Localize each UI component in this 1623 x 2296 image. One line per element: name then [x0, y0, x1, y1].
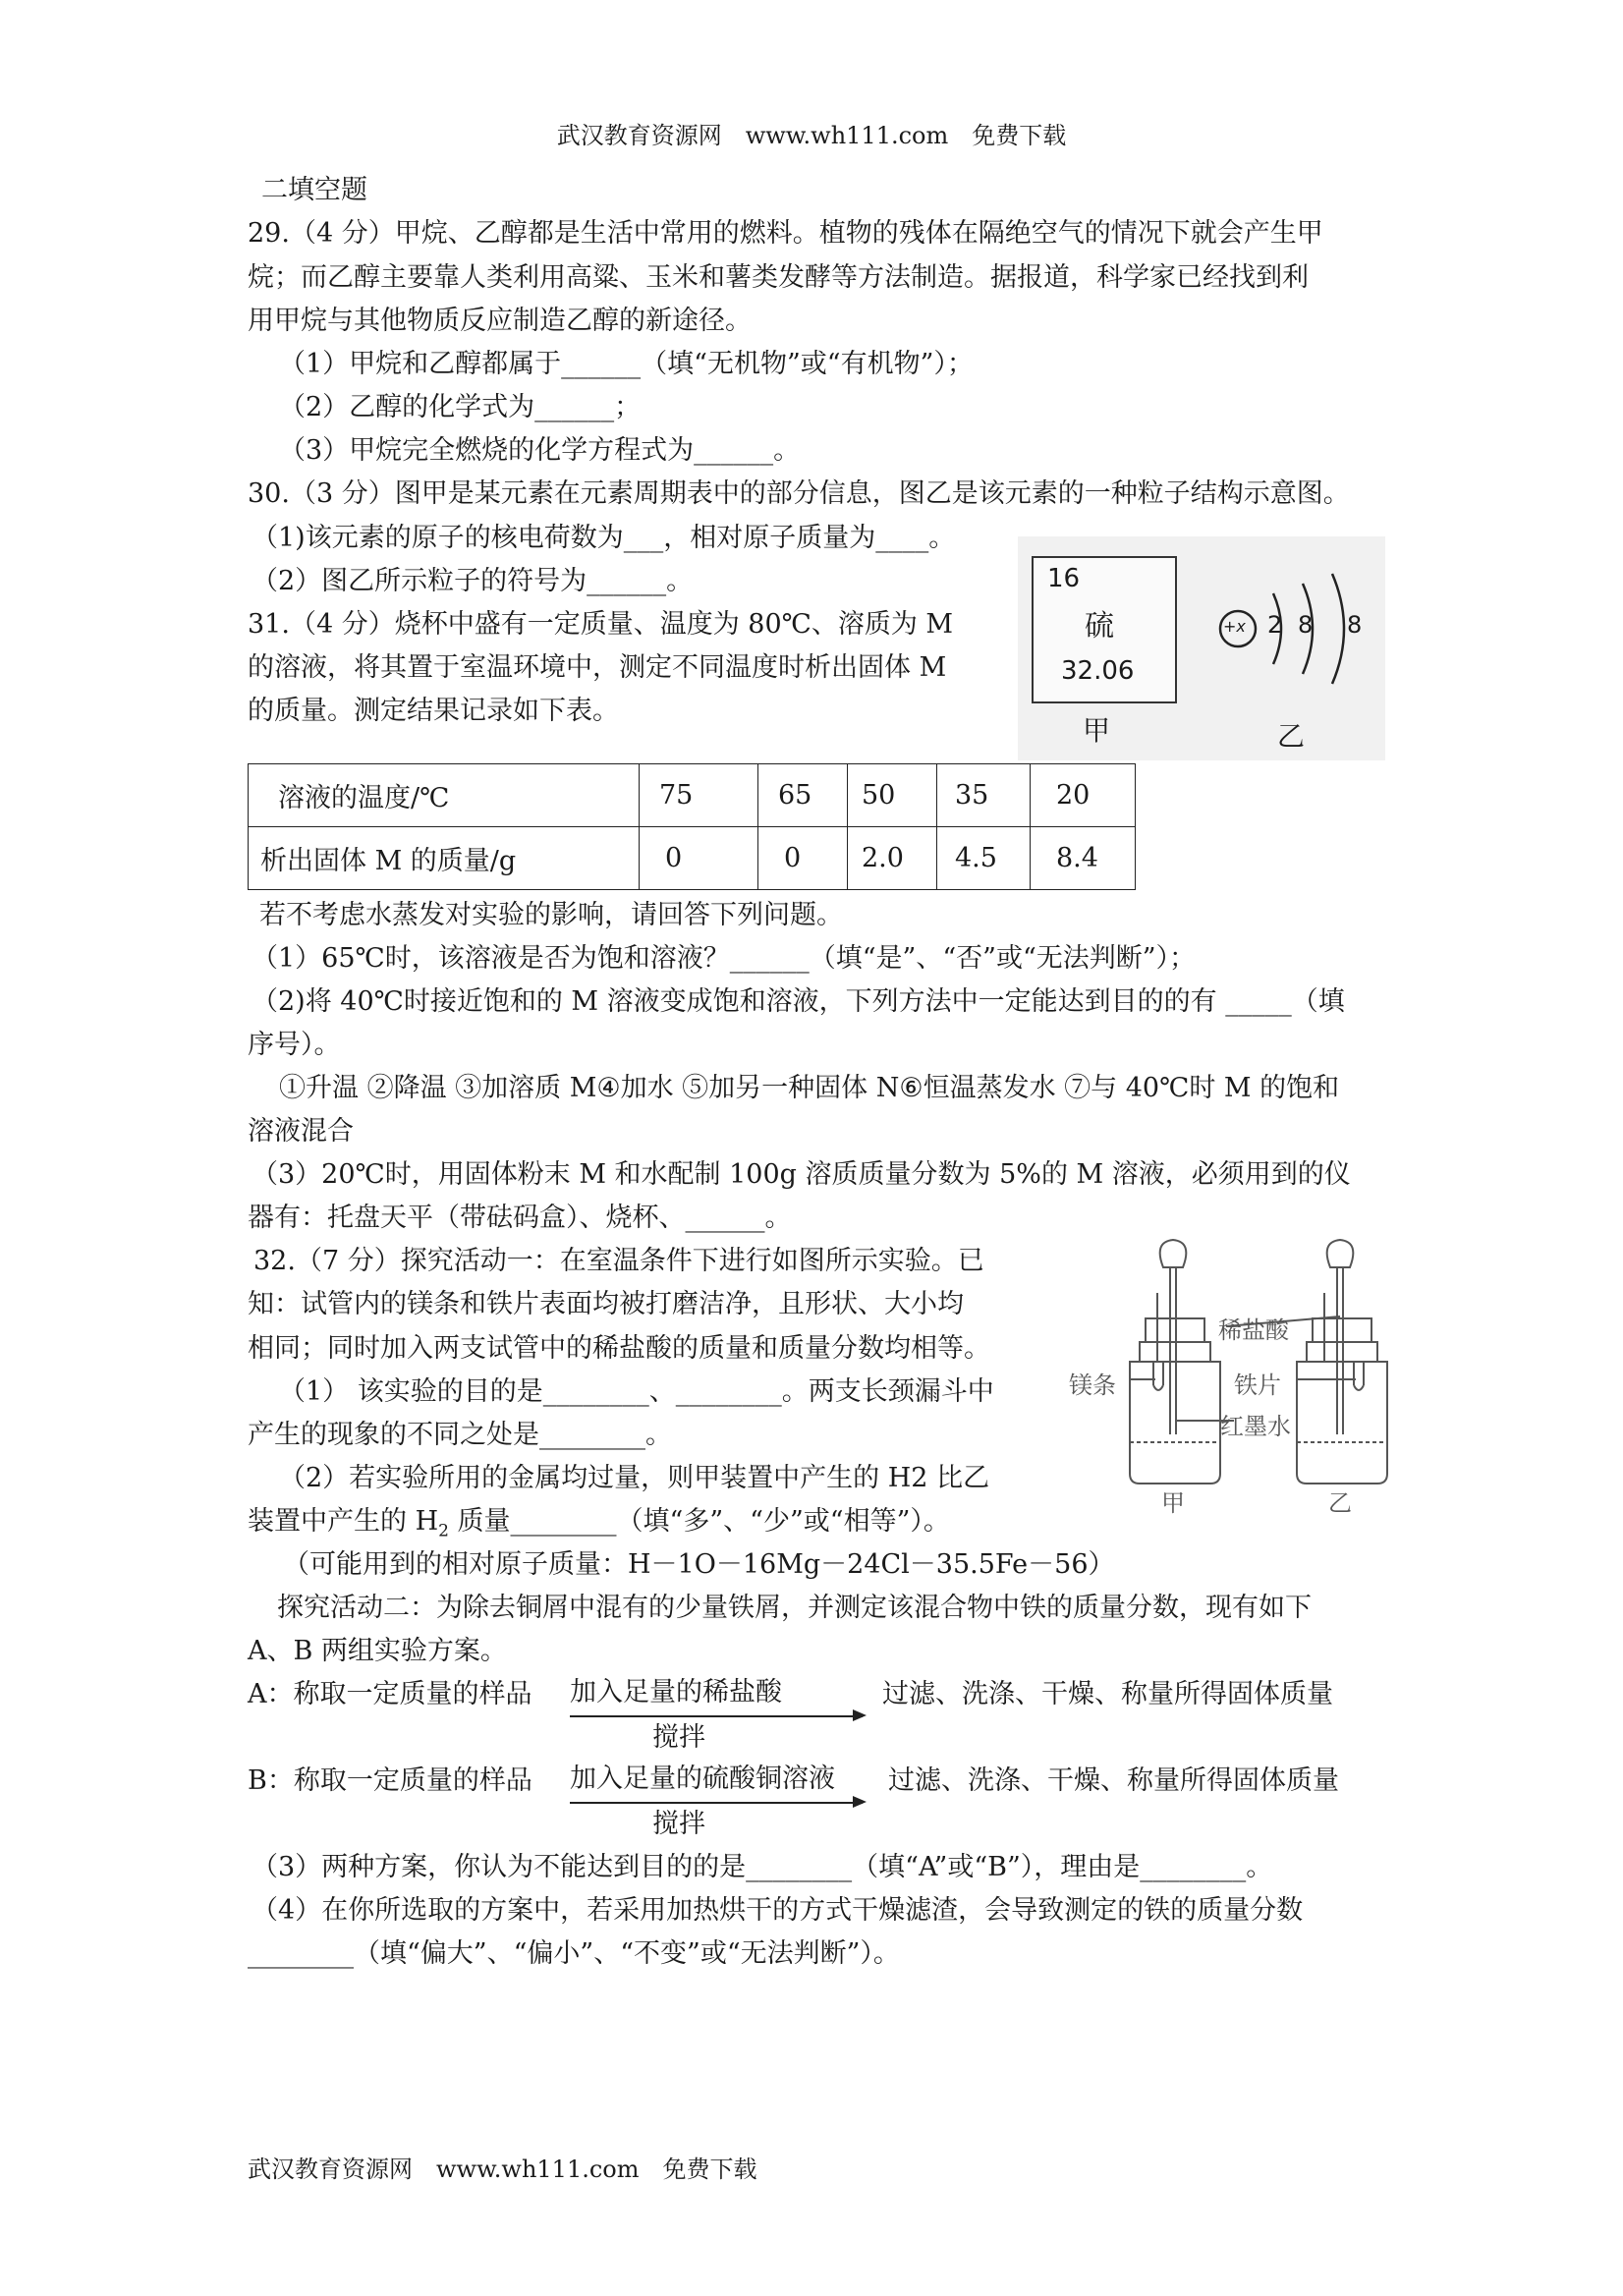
q29-sub-3: （3）甲烷完全燃烧的化学方程式为______。: [279, 435, 801, 466]
shell-1-electrons: 2: [1267, 611, 1283, 639]
periodic-table-cell: [1032, 556, 1177, 703]
q32-sub-2b-pre: 装置中产生的 H: [248, 1506, 439, 1537]
element-figure: [1018, 536, 1385, 760]
plan-a-arrow: [570, 1715, 863, 1717]
table-cell: 2.0: [848, 827, 937, 890]
table-cell: 35: [937, 764, 1031, 827]
plan-b-start: B：称取一定质量的样品: [248, 1765, 532, 1796]
table-cell: 4.5: [937, 827, 1031, 890]
q32-line-3: 相同；同时加入两支试管中的稀盐酸的质量和质量分数均相等。: [248, 1333, 990, 1364]
page-footer: 武汉教育资源网 www.wh111.com 免费下载: [248, 2156, 757, 2183]
element-name: 硫: [1085, 609, 1114, 644]
q32-sub-4b: ________（填“偏大”、“偏小”、“不变”或“无法判断”）。: [248, 1938, 900, 1969]
apparatus-label-yi: 乙: [1328, 1489, 1352, 1517]
plan-a-start: A：称取一定质量的样品: [248, 1679, 532, 1709]
plan-a-condition: 搅拌: [652, 1722, 705, 1753]
q32-activity-2b: A、B 两组实验方案。: [248, 1636, 507, 1666]
q32-sub-2a: （2）若实验所用的金属均过量，则甲装置中产生的 H2 比乙: [279, 1463, 990, 1493]
q32-sub-1a: （1） 该实验的目的是________、________。两支长颈漏斗中: [279, 1376, 994, 1407]
q32-activity-2a: 探究活动二：为除去铜屑中混有的少量铁屑，并测定该混合物中铁的质量分数，现有如下: [277, 1593, 1312, 1623]
shell-3-electrons: 8: [1347, 611, 1363, 639]
atomic-mass: 32.06: [1061, 656, 1135, 686]
acid-label: 稀盐酸: [1218, 1316, 1289, 1344]
q31-line-2: 的溶液，将其置于室温环境中，测定不同温度时析出固体 M: [248, 652, 947, 683]
table-row-label: 析出固体 M 的质量/g: [249, 827, 640, 890]
q31-sub-2b: 序号）。: [248, 1030, 341, 1060]
table-cell: 0: [758, 827, 848, 890]
atomic-number: 16: [1047, 564, 1081, 593]
q32-relative-masses: （可能用到的相对原子质量：H－1O－16Mg－24Cl－35.5Fe－56）: [283, 1549, 1115, 1580]
ink-label: 红墨水: [1220, 1413, 1291, 1440]
q31-sub-1: （1）65℃时，该溶液是否为饱和溶液？______（填“是”、“否”或“无法判断”）；: [252, 943, 1197, 974]
q29-line-2: 烷；而乙醇主要靠人类利用高粱、玉米和薯类发酵等方法制造。据报道，科学家已经找到利: [248, 262, 1309, 293]
nucleus-charge: +x: [1223, 617, 1246, 636]
plan-b-end: 过滤、洗涤、干燥、称量所得固体质量: [888, 1765, 1339, 1796]
plan-a-reagent: 加入足量的稀盐酸: [570, 1677, 782, 1708]
q32-line-2: 知：试管内的镁条和铁片表面均被打磨洁净，且形状、大小均: [248, 1289, 964, 1319]
q31-options-b: 溶液混合: [248, 1116, 354, 1147]
q30-sub-1: （1)该元素的原子的核电荷数为___，相对原子质量为____。: [252, 523, 956, 553]
page-header: 武汉教育资源网 www.wh111.com 免费下载: [556, 122, 1067, 149]
plan-b-condition: 搅拌: [652, 1809, 705, 1839]
plan-b-arrow: [570, 1802, 863, 1804]
apparatus-label-jia: 甲: [1161, 1489, 1185, 1517]
q29-line-1: 29.（4 分）甲烷、乙醇都是生活中常用的燃料。植物的残体在隔绝空气的情况下就会产生甲: [248, 218, 1323, 249]
q31-options-a: ①升温 ②降温 ③加溶质 M④加水 ⑤加另一种固体 N⑥恒温蒸发水 ⑦与 40℃时 M 的饱和: [279, 1073, 1340, 1103]
q32-sub-2b: [248, 1504, 950, 1548]
table-cell: 50: [848, 764, 937, 827]
q31-note: 若不考虑水蒸发对实验的影响，请回答下列问题。: [259, 900, 843, 930]
plan-b-reagent: 加入足量的硫酸铜溶液: [570, 1764, 835, 1794]
table-cell: 75: [640, 764, 758, 827]
q32-sub-2b-post: 质量________（填“多”、“少”或“相等”）。: [448, 1506, 950, 1537]
table-row: [249, 764, 1136, 827]
q31-sub-2a: （2)将 40℃时接近饱和的 M 溶液变成饱和溶液，下列方法中一定能达到目的的有 _____（填: [252, 986, 1345, 1017]
figure-label-jia: 甲: [1083, 714, 1111, 747]
apparatus-figure: [1069, 1238, 1403, 1517]
shell-2-electrons: 8: [1298, 611, 1314, 639]
q29-line-3: 用甲烷与其他物质反应制造乙醇的新途径。: [248, 306, 752, 336]
q32-sub-3: （3）两种方案，你认为不能达到目的的是________（填“A”或“B”），理由是________。: [252, 1852, 1273, 1882]
table-cell: 0: [640, 827, 758, 890]
q31-sub-3a: （3）20℃时，用固体粉末 M 和水配制 100g 溶质质量分数为 5%的 M 溶液，必须用到的仪: [252, 1159, 1351, 1190]
section-title: 二填空题: [261, 175, 367, 205]
mg-label: 镁条: [1069, 1372, 1116, 1399]
table-row: [249, 827, 1136, 890]
q31-line-3: 的质量。测定结果记录如下表。: [248, 696, 619, 726]
q32-line-1: 32.（7 分）探究活动一：在室温条件下进行如图所示实验。已: [253, 1246, 984, 1276]
q30-sub-2: （2）图乙所示粒子的符号为______。: [252, 566, 694, 596]
table-cell: 20: [1031, 764, 1136, 827]
table-cell: 8.4: [1031, 827, 1136, 890]
q29-sub-2: （2）乙醇的化学式为______；: [279, 392, 642, 422]
q31-line-1: 31.（4 分）烧杯中盛有一定质量、温度为 80℃、溶质为 M: [248, 609, 954, 640]
solubility-table: [248, 763, 1136, 890]
q30-line-1: 30.（3 分）图甲是某元素在元素周期表中的部分信息，图乙是该元素的一种粒子结构示意图。: [248, 478, 1350, 509]
q31-sub-3b: 器有：托盘天平（带砝码盒）、烧杯、______。: [248, 1203, 792, 1233]
figure-label-yi: 乙: [1277, 720, 1306, 753]
h2-subscript: 2: [438, 1521, 449, 1541]
q32-sub-4a: （4）在你所选取的方案中，若采用加热烘干的方式干燥滤渣，会导致测定的铁的质量分数: [252, 1895, 1304, 1926]
fe-label: 铁片: [1234, 1372, 1281, 1399]
plan-a-end: 过滤、洗涤、干燥、称量所得固体质量: [882, 1679, 1333, 1709]
q29-sub-1: （1）甲烷和乙醇都属于______（填“无机物”或“有机物”）；: [279, 349, 974, 379]
table-row-label: 溶液的温度/℃: [249, 764, 640, 827]
table-cell: 65: [758, 764, 848, 827]
q32-sub-1b: 产生的现象的不同之处是________。: [248, 1420, 672, 1450]
